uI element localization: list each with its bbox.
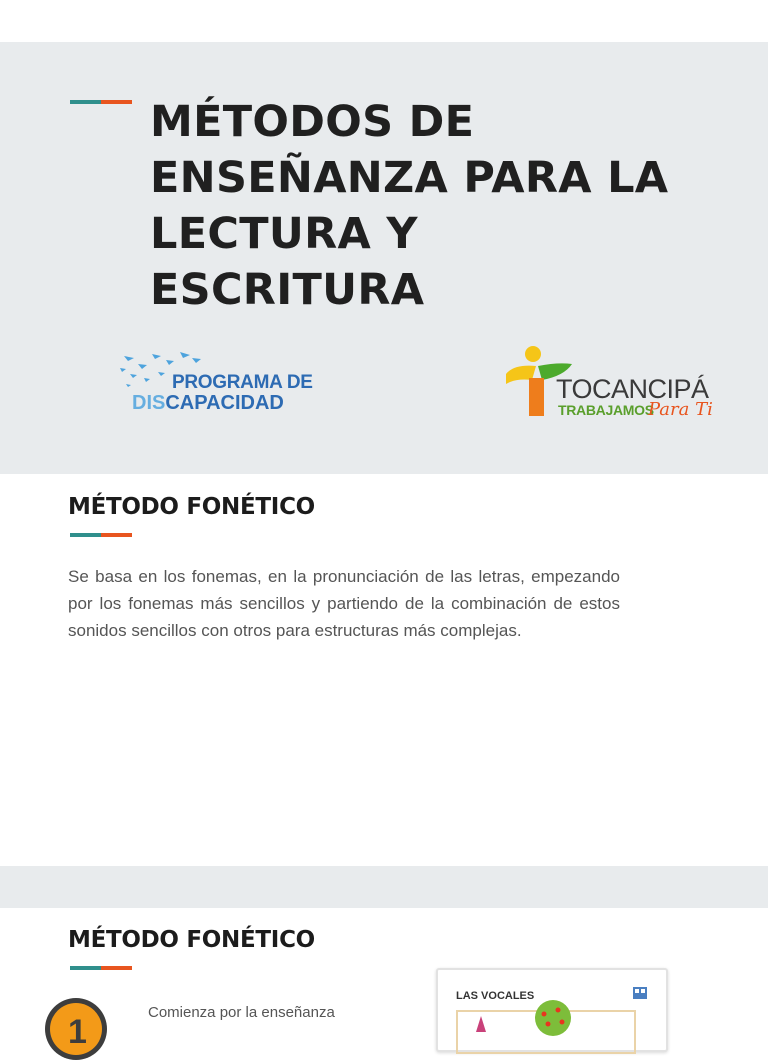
cover-title-line: LECTURA Y [150,209,418,259]
cover-title [150,94,730,318]
step-number-inner [50,1003,102,1055]
tree-icon [528,996,578,1036]
accent-orange-segment [101,533,132,537]
section-accent-bar [70,533,132,537]
programa-discapacidad-logo [118,350,330,418]
accent-teal-segment [70,533,101,537]
logo-program-line2 [132,392,284,415]
cover-title-line: MÉTODOS DE [150,97,475,147]
slide-separator [0,866,768,908]
section-title: MÉTODO FONÉTICO [68,927,315,953]
logo-program-capacidad: CAPACIDAD [165,392,284,414]
cover-title-line: ESCRITURA [150,265,425,315]
logo-tocancipa-tagline: TRABAJAMOS [558,402,654,418]
accent-teal-segment [70,100,101,104]
vowels-card-image [436,968,668,1052]
accent-teal-segment [70,966,101,970]
step-text: Comienza por la enseñanza [148,1004,335,1021]
logo-tocancipa-name: TOCANCIPÁ [556,374,709,404]
accent-orange-segment [101,100,132,104]
section-body-text: Se basa en los fonemas, en la pronunciación de las letras, empezando por los fonemas más sencillos y partiendo de la combinación de estos sonidos sencillos con otros para estructuras más complejas. [68,567,620,640]
logo-program-line1: PROGRAMA DE [172,372,313,393]
step-number: 1 [68,1013,87,1051]
logo-tocancipa-tagline-script: Para Ti [648,399,713,420]
card-title: LAS VOCALES [456,990,535,1002]
cover-title-line: ENSEÑANZA PARA LA [150,153,669,203]
accent-orange-segment [101,966,132,970]
pencil-icon [474,1016,488,1032]
logo-program-dis: DIS [132,392,166,414]
section-title: MÉTODO FONÉTICO [68,494,315,520]
book-icon [632,986,648,1000]
title-accent-bar [70,100,132,104]
step-number-badge [45,998,107,1060]
tocancipa-logo [502,344,716,430]
section-accent-bar [70,966,132,970]
